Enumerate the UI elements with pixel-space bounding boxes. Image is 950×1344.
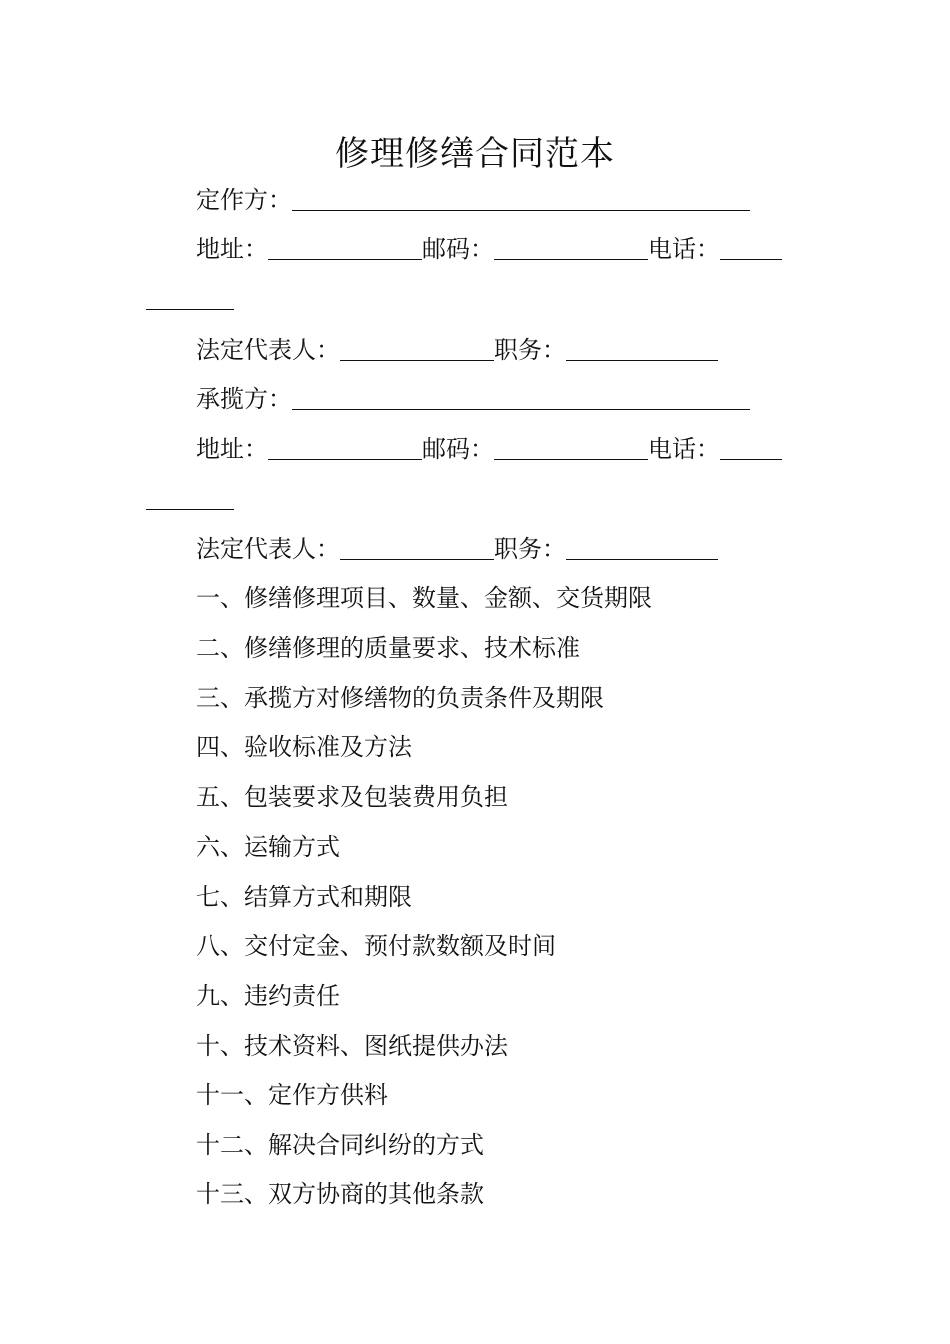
clause-item: 三、承揽方对修缮物的负责条件及期限 xyxy=(196,684,604,712)
document-title: 修理修缮合同范本 xyxy=(335,134,615,174)
party-a-address-label: 地址： xyxy=(196,235,268,263)
party-a-address-blank[interactable] xyxy=(268,233,422,260)
party-b-postcode-blank[interactable] xyxy=(494,433,648,460)
party-a-rep-label: 法定代表人： xyxy=(196,336,340,364)
clause-item: 十二、解决合同纠纷的方式 xyxy=(196,1131,484,1159)
party-a-phone-label: 电话： xyxy=(648,235,720,263)
party-a-label: 定作方： xyxy=(196,186,292,214)
clause-item: 一、修缮修理项目、数量、金额、交货期限 xyxy=(196,584,652,612)
party-b-address-label: 地址： xyxy=(196,435,268,463)
party-a-rep-blank[interactable] xyxy=(340,334,494,361)
party-b-address-blank[interactable] xyxy=(268,433,422,460)
party-b-postcode-label: 邮码： xyxy=(422,435,494,463)
party-b-position-label: 职务： xyxy=(494,535,566,563)
clause-item: 五、包装要求及包装费用负担 xyxy=(196,783,508,811)
clause-item: 二、修缮修理的质量要求、技术标准 xyxy=(196,634,580,662)
clause-item: 四、验收标准及方法 xyxy=(196,733,412,761)
party-b-contact-line xyxy=(196,432,782,466)
clause-item: 六、运输方式 xyxy=(196,833,340,861)
party-a-postcode-blank[interactable] xyxy=(494,233,648,260)
party-b-position-blank[interactable] xyxy=(566,533,718,560)
party-b-name-blank[interactable] xyxy=(292,383,750,410)
clause-item: 十、技术资料、图纸提供办法 xyxy=(196,1032,508,1060)
party-a-name-line xyxy=(196,183,750,217)
party-b-phone-label: 电话： xyxy=(648,435,720,463)
party-b-name-line xyxy=(196,382,750,416)
clause-item: 十一、定作方供料 xyxy=(196,1081,388,1109)
party-a-phone-blank-continued[interactable] xyxy=(146,308,234,310)
clause-item: 九、违约责任 xyxy=(196,982,340,1010)
party-b-phone-blank-continued[interactable] xyxy=(146,508,234,510)
party-a-rep-line xyxy=(196,333,718,367)
party-a-contact-line xyxy=(196,232,782,266)
party-b-rep-label: 法定代表人： xyxy=(196,535,340,563)
party-a-position-label: 职务： xyxy=(494,336,566,364)
party-a-name-blank[interactable] xyxy=(292,184,750,211)
party-a-postcode-label: 邮码： xyxy=(422,235,494,263)
party-b-label: 承揽方： xyxy=(196,385,292,413)
clause-item: 八、交付定金、预付款数额及时间 xyxy=(196,932,556,960)
party-b-rep-blank[interactable] xyxy=(340,533,494,560)
party-a-position-blank[interactable] xyxy=(566,334,718,361)
party-a-phone-blank[interactable] xyxy=(720,233,782,260)
party-b-phone-blank[interactable] xyxy=(720,433,782,460)
party-b-rep-line xyxy=(196,532,718,566)
clause-item: 七、结算方式和期限 xyxy=(196,883,412,911)
clause-item: 十三、双方协商的其他条款 xyxy=(196,1180,484,1208)
